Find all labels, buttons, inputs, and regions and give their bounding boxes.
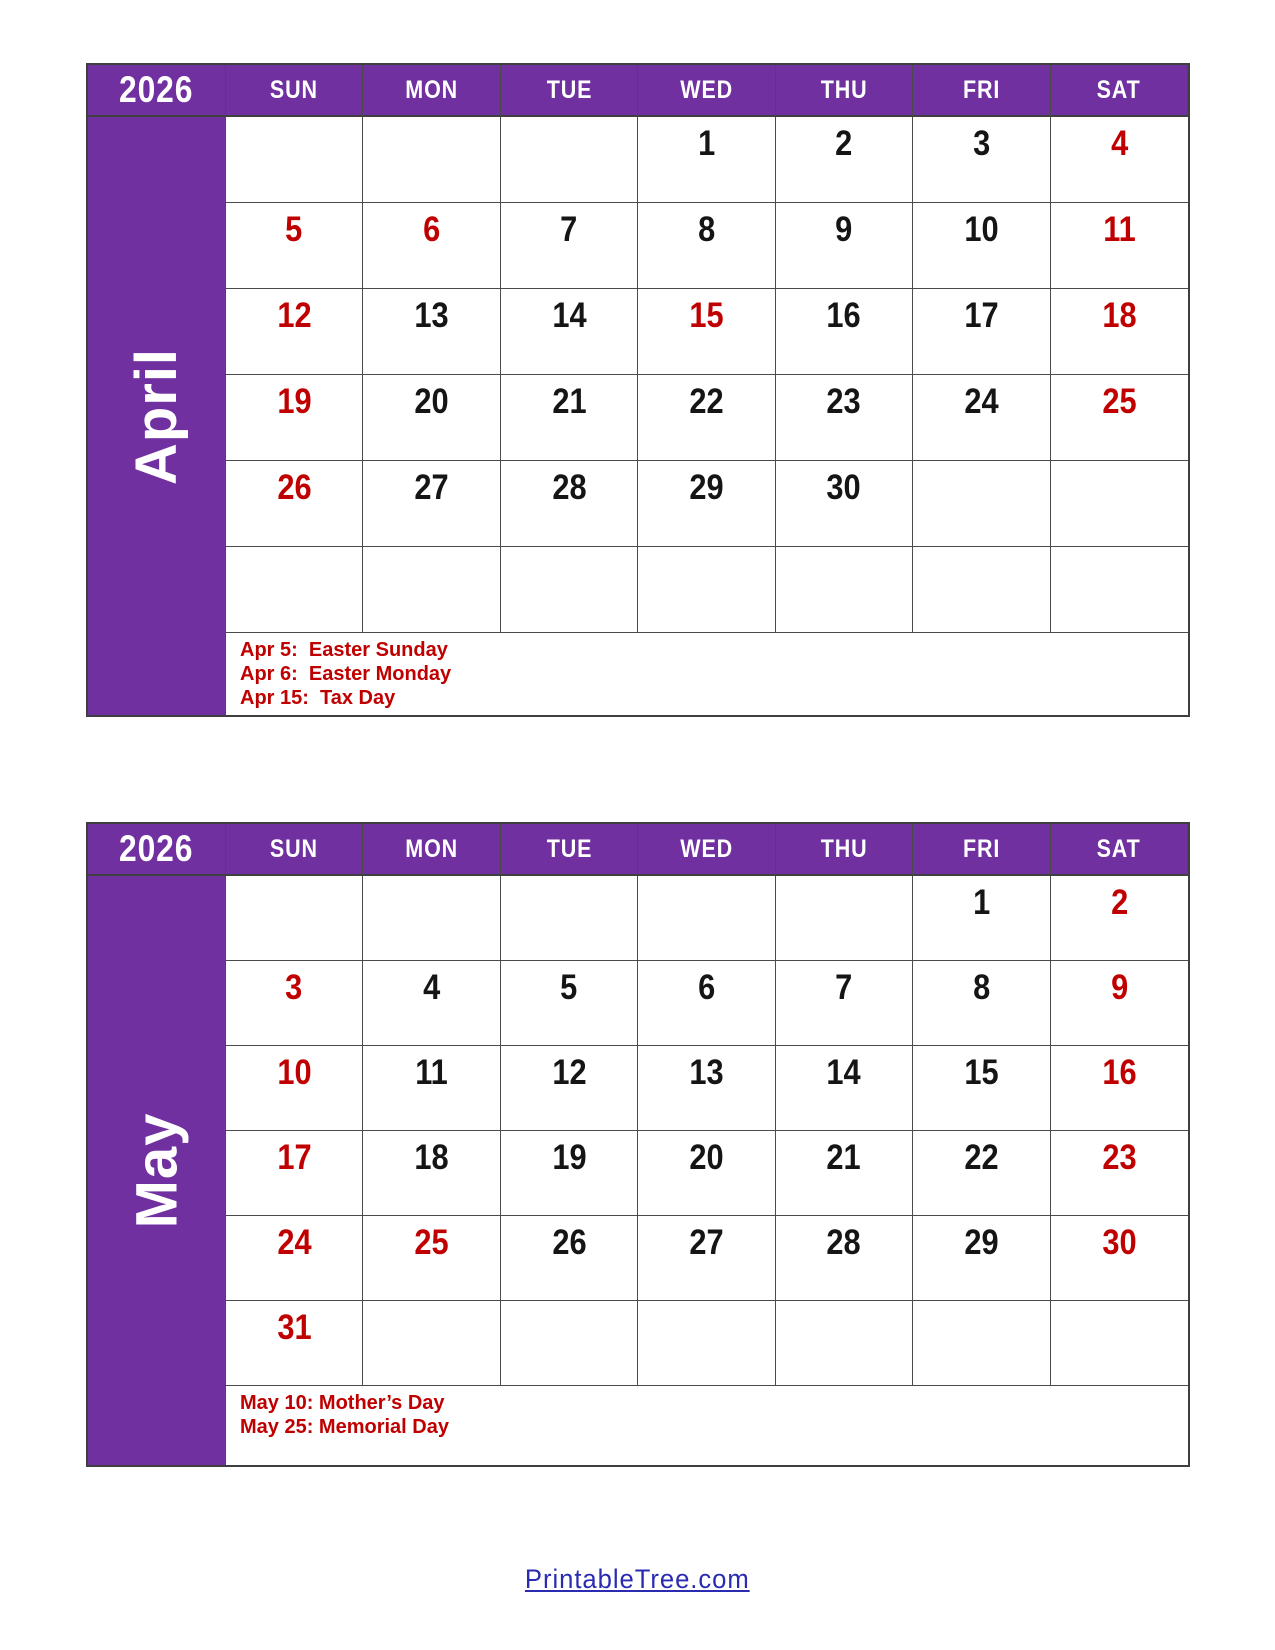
day-cell [1051,289,1188,375]
day-cell [776,203,913,289]
day-cell [226,117,363,203]
day-cell [501,876,638,961]
day-cell [913,1046,1050,1131]
weekday-label: SUN [270,834,319,863]
calendar-april [86,63,1190,717]
day-number: 6 [423,210,441,249]
day-cell [1051,375,1188,461]
day-number: 9 [1110,968,1128,1007]
day-cell [226,1301,363,1386]
day-cell [913,1216,1050,1301]
day-cell [776,1216,913,1301]
day-number: 18 [414,1138,449,1177]
weekday-label: SAT [1096,834,1141,863]
day-number: 3 [972,124,990,163]
day-cell [226,1216,363,1301]
day-number: 21 [551,382,587,421]
day-number: 27 [689,1223,724,1262]
weekday-header-tue [501,824,638,876]
month-sidebar [88,876,226,1465]
day-cell [913,289,1050,375]
day-cell [776,961,913,1046]
day-cell [913,1131,1050,1216]
day-number: 22 [964,1138,999,1177]
year-label: 2026 [119,69,194,110]
weekday-header-mon [363,65,500,117]
day-cell [913,375,1050,461]
day-cell [638,1131,775,1216]
day-cell [776,1131,913,1216]
day-number: 29 [964,1223,999,1262]
day-number: 16 [1102,1053,1137,1092]
weekday-header-fri [913,824,1050,876]
weekday-label: THU [820,834,868,863]
day-cell [363,1131,500,1216]
day-cell [776,876,913,961]
day-number: 24 [277,1223,312,1262]
weekday-header-sun [226,824,363,876]
weekday-label: SUN [270,75,319,104]
day-cell [501,117,638,203]
day-cell [226,876,363,961]
day-cell [913,461,1050,547]
day-cell [638,375,775,461]
weekday-label: WED [680,834,733,863]
day-number: 15 [964,1053,999,1092]
weekday-header-wed [638,65,775,117]
day-cell [363,961,500,1046]
day-cell [638,547,775,633]
day-cell [226,203,363,289]
day-cell [638,203,775,289]
day-number: 7 [835,968,853,1007]
day-cell [363,1301,500,1386]
day-cell [501,461,638,547]
footer-link[interactable]: PrintableTree.com [525,1564,750,1594]
day-number: 10 [964,210,999,249]
day-number: 20 [689,1138,724,1177]
day-cell [776,117,913,203]
day-cell [363,1216,500,1301]
weekday-header-mon [363,824,500,876]
day-number: 8 [972,968,990,1007]
weekday-label: WED [680,75,733,104]
day-cell [363,375,500,461]
day-cell [363,461,500,547]
day-cell [501,1216,638,1301]
day-number: 9 [835,210,853,249]
day-number: 31 [277,1308,312,1347]
day-number: 13 [689,1053,724,1092]
day-number: 23 [826,382,862,421]
day-cell [1051,203,1188,289]
holiday-note: May 25: Memorial Day [240,1416,449,1438]
day-number: 15 [689,296,724,335]
day-cell [1051,547,1188,633]
day-number: 2 [1110,883,1128,922]
day-number: 7 [560,210,578,249]
weekday-label: MON [405,834,459,863]
day-number: 19 [277,382,312,421]
day-cell [363,547,500,633]
footer [0,1564,1275,1595]
month-label: April [124,347,189,485]
day-cell [1051,1301,1188,1386]
year-label-cell [88,65,226,117]
day-cell [913,1301,1050,1386]
day-cell [913,876,1050,961]
day-number: 10 [277,1053,312,1092]
day-cell [226,375,363,461]
day-cell [913,117,1050,203]
day-number: 30 [1102,1223,1137,1262]
day-cell [776,375,913,461]
month-label: May [123,1112,189,1229]
day-cell [501,1046,638,1131]
weekday-header-tue [501,65,638,117]
day-number: 17 [277,1138,312,1177]
day-cell [226,461,363,547]
day-cell [1051,961,1188,1046]
day-number: 29 [689,468,724,507]
weekday-label: FRI [962,75,1000,104]
weekday-header-sat [1051,824,1188,876]
day-cell [638,289,775,375]
day-cell [776,547,913,633]
day-number: 14 [826,1053,862,1092]
day-number: 24 [964,382,999,421]
day-number: 13 [414,296,449,335]
weekday-header-thu [776,65,913,117]
weekday-label: TUE [546,834,592,863]
day-cell [913,547,1050,633]
day-cell [501,289,638,375]
day-number: 17 [964,296,999,335]
day-number: 11 [1103,210,1136,249]
day-cell [226,1131,363,1216]
day-cell [226,1046,363,1131]
day-number: 30 [826,468,862,507]
day-number: 12 [277,296,312,335]
day-cell [1051,1131,1188,1216]
day-number: 5 [560,968,578,1007]
holiday-notes [226,1386,1188,1465]
day-number: 21 [826,1138,862,1177]
holiday-note: May 10: Mother’s Day [240,1392,445,1414]
holiday-note: Apr 6: Easter Monday [240,663,452,685]
day-cell [638,1301,775,1386]
weekday-header-fri [913,65,1050,117]
day-number: 25 [414,1223,449,1262]
day-number: 14 [551,296,587,335]
day-cell [501,203,638,289]
weekday-label: TUE [546,75,592,104]
day-cell [776,461,913,547]
day-cell [501,547,638,633]
day-cell [638,876,775,961]
day-cell [501,375,638,461]
day-cell [776,289,913,375]
holiday-note: Apr 5: Easter Sunday [240,639,448,661]
day-grid [226,876,1188,1386]
day-number: 26 [277,468,312,507]
day-number: 1 [697,124,716,163]
weekday-header-sat [1051,65,1188,117]
day-cell [363,203,500,289]
day-cell [226,547,363,633]
calendar-may [86,822,1190,1467]
day-number: 22 [689,382,724,421]
day-number: 5 [285,210,303,249]
weekday-label: FRI [962,834,1000,863]
day-cell [363,117,500,203]
day-number: 3 [285,968,303,1007]
day-cell [363,289,500,375]
weekday-label: MON [405,75,459,104]
day-number: 4 [1110,124,1128,163]
day-number: 28 [551,468,587,507]
day-cell [913,961,1050,1046]
day-number: 2 [835,124,853,163]
day-cell [363,876,500,961]
weekday-header-thu [776,824,913,876]
day-cell [638,1046,775,1131]
day-cell [363,1046,500,1131]
day-number: 27 [414,468,449,507]
day-cell [1051,1046,1188,1131]
day-cell [638,961,775,1046]
day-number: 11 [415,1053,448,1092]
day-number: 16 [826,296,862,335]
day-cell [501,1301,638,1386]
year-label: 2026 [119,828,194,869]
weekday-header-sun [226,65,363,117]
day-number: 8 [697,210,716,249]
day-number: 6 [697,968,716,1007]
day-number: 4 [423,968,441,1007]
day-cell [913,203,1050,289]
day-cell [501,1131,638,1216]
year-label-cell [88,824,226,876]
day-cell [1051,461,1188,547]
day-number: 20 [414,382,449,421]
weekday-label: THU [820,75,868,104]
day-number: 28 [826,1223,862,1262]
day-number: 12 [551,1053,587,1092]
day-cell [638,1216,775,1301]
day-cell [776,1301,913,1386]
day-cell [1051,117,1188,203]
weekday-label: SAT [1096,75,1141,104]
day-number: 19 [551,1138,587,1177]
holiday-notes [226,633,1188,715]
day-cell [1051,1216,1188,1301]
day-cell [1051,876,1188,961]
day-number: 23 [1102,1138,1137,1177]
month-sidebar [88,117,226,715]
holiday-note: Apr 15: Tax Day [240,687,396,709]
day-number: 25 [1102,382,1137,421]
day-number: 26 [551,1223,587,1262]
weekday-header-wed [638,824,775,876]
day-cell [638,461,775,547]
day-cell [226,289,363,375]
day-cell [638,117,775,203]
day-grid [226,117,1188,633]
day-number: 1 [972,883,990,922]
day-cell [226,961,363,1046]
day-number: 18 [1102,296,1137,335]
day-cell [776,1046,913,1131]
day-cell [501,961,638,1046]
